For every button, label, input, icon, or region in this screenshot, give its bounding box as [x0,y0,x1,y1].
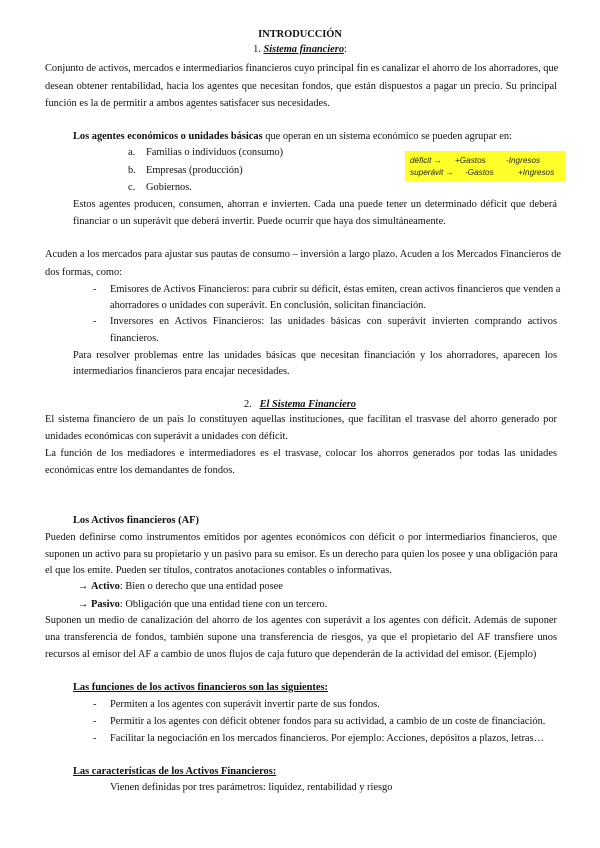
p5-line-2: unidades económicas con superávit a unidades con déficit. [45,431,288,442]
list-item-b [128,164,243,177]
list-text: Familias o individuos (consumo) [146,147,284,158]
funciones-heading: Las funciones de los activos financieros son las siguientes: [73,682,328,693]
caracteristicas-text: Vienen definidas por tres parámetros: liquidez, rentabilidad y riesgo [110,782,393,793]
dash-marker: - [93,733,97,744]
list-item-c [128,181,192,194]
agentes-rest: que operan en un sistema económico se pueden agrupar en: [262,131,512,142]
p6-line-2: suponen un activo para su propietario y un pasivo para su emisor. Es un derecho para quien los posee y una obligación para [45,549,558,560]
dash-marker: - [93,699,97,710]
section-1-title: Sistema financiero [263,44,345,55]
dash1-item-1-line-2: ahorradores o unidades con superávit. En conclusión, solicitan financiación. [110,300,426,311]
list-item-a [128,146,283,159]
p6-line-3: el que los emite. Pueden ser títulos, contratos anotaciones contables o informativas. [45,565,392,576]
note-label: superávit → [410,168,454,177]
list-text: Gobiernos. [146,182,192,193]
page-title: INTRODUCCIÓN [258,29,342,40]
section-2-title: El Sistema Financiero [259,399,356,410]
p2-line-1: Estos agentes producen, consumen, ahorran e invierten. Cada una puede tener un determinado déficit que deberá [73,199,557,210]
list-marker: c. [128,182,136,193]
p7-line-3: recursos al emisor del AF a cambio de unos flujos de caja futuro que dependerán de la actividad del emisor. (Ejemplo) [45,649,537,660]
p5-line-1: El sistema financiero de un país lo constituyen aquellas instituciones, que facilitan el trasvase del ahorro generado por [45,414,557,425]
p1-line-2: desean obtener rentabilidad, hacia los agentes que necesitan fondos, que están dispuestos a pagar un precio. Su principal [45,81,557,92]
note-gastos: -Gastos [465,168,494,177]
def-activo [78,580,283,593]
dash-marker: - [93,316,97,327]
note-gastos: +Gastos [455,156,486,165]
note-row-superavit [410,168,555,177]
note-label: déficit → [410,156,442,165]
list-marker: a. [128,147,136,158]
p4-line-2: intermediarios financieros para encajar necesidades. [73,366,290,377]
section-2-heading [0,398,600,411]
dash1-item-2-line-1: Inversores en Activos Financieros: las unidades básicas con superávit invierten comprando activos [110,316,557,327]
caracteristicas-heading: Las características de los Activos Financieros: [73,766,277,777]
arrow-icon: → [78,581,89,592]
dash1-item-2-line-2: financieros. [110,333,159,344]
funcion-item-1: Permiten a los agentes con superávit invertir parte de sus fondos. [110,699,380,710]
dash-marker: - [93,284,97,295]
p3-line-2: dos formas, como: [45,267,123,278]
section-2-number: 2. [243,399,252,410]
list-marker: b. [128,165,136,176]
section-1-heading [0,43,600,56]
def-text: : Bien o derecho que una entidad posee [119,581,283,592]
p2-line-2: financiar o un superávit que deberá invertir. Puede ocurrir que haya dos simultáneamente. [73,216,446,227]
p7-line-1: Suponen un medio de canalización del ahorro de los agentes con superávit a los agentes con déficit. Además de suponer [45,615,557,626]
arrow-icon: → [78,599,89,610]
p3-line-1: Acuden a los mercados para ajustar sus pautas de consumo – inversión a largo plazo. Acuden a los Mercados Financieros de [45,249,562,260]
def-label: Pasivo [91,599,120,610]
p5-line-3: La función de los mediadores e intermediadores es el trasvase, colocar los ahorros generados por todas las unidades [45,448,557,459]
funcion-item-2: Permitir a los agentes con déficit obtener fondos para su actividad, a cambio de un coste de financiación. [110,716,546,727]
def-label: Activo [91,581,120,592]
p7-line-2: una transferencia de fondos, también supone una transferencia de riesgos, ya que el propietario del AF transfiere unos [45,632,557,643]
note-ingresos: -Ingresos [506,156,541,165]
p1-line-1: Conjunto de activos, mercados e intermediarios financieros cuyo principal fin es canalizar el ahorro de los ahorradores, que [45,63,559,74]
p5-line-4: económicas entre los demandantes de fondos. [45,465,235,476]
agentes-bold: Los agentes económicos o unidades básicas [73,131,263,142]
dash-marker: - [93,716,97,727]
agentes-sentence [73,130,512,143]
note-ingresos: +Ingresos [518,168,555,177]
p1-line-3: función es la de permitir a ambos agentes satisfacer sus necesidades. [45,98,330,109]
section-1-colon: : [344,44,347,55]
p6-line-1: Pueden definirse como instrumentos emitidos por agentes económicos con déficit o por intermediarios financieros, que [45,532,557,543]
section-1-number: 1. [253,44,261,55]
def-text: : Obligación que una entidad tiene con un tercero. [119,599,328,610]
funcion-item-3: Facilitar la negociación en los mercados financieros. Por ejemplo: Acciones, depósitos a plazos, letras… [110,733,544,744]
af-heading: Los Activos financieros (AF) [73,515,199,526]
highlighted-note [405,151,566,181]
list-text: Empresas (producción) [146,165,243,176]
note-row-deficit [410,156,541,165]
p4-line-1: Para resolver problemas entre las unidades básicas que necesitan financiación y los ahorradores, aparecen los [73,350,557,361]
dash1-item-1-line-1: Emisores de Activos Financieros: para cubrir su déficit, éstas emiten, crean activos financieros que venden a [110,284,561,295]
def-pasivo [78,598,327,611]
